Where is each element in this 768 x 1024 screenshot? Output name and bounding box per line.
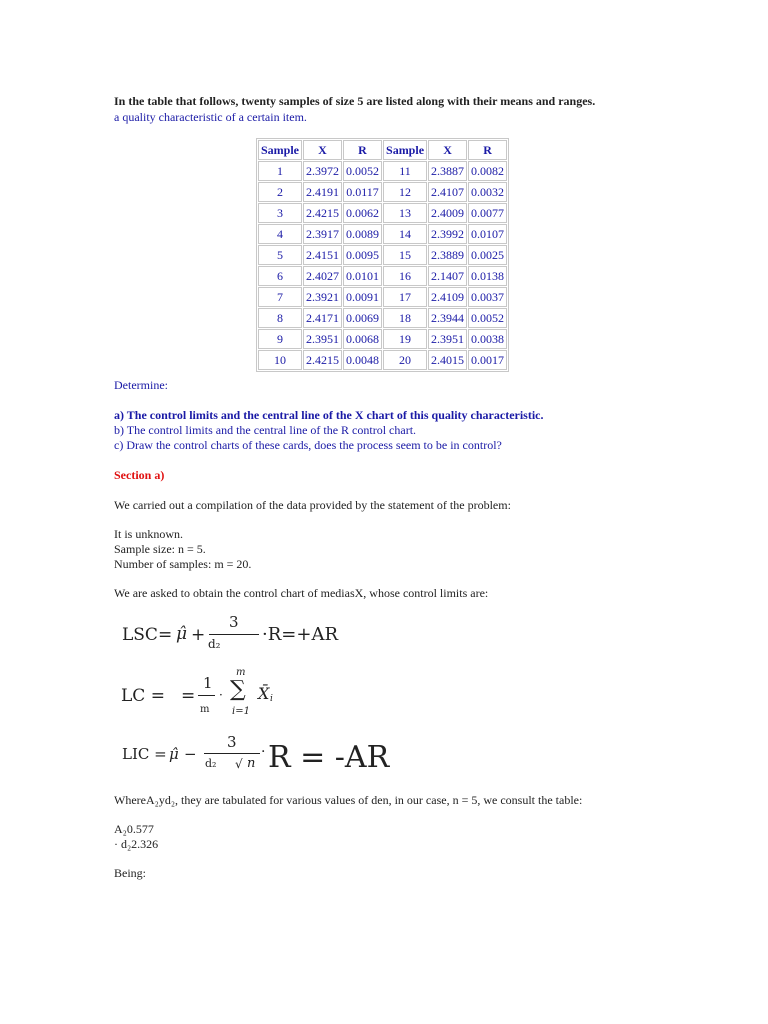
intro-heading: In the table that follows, twenty samples of size 5 are listed along with their means and ranges.	[114, 94, 596, 108]
n-variable: n	[247, 756, 256, 771]
cell-x: 2.4215	[303, 203, 342, 223]
col-header-r: R	[343, 140, 382, 160]
being-text: Being:	[114, 866, 146, 880]
table-row	[258, 245, 507, 265]
cell-sample: 17	[383, 287, 427, 307]
cell-sample: 11	[383, 161, 427, 181]
cell-r: 0.0101	[343, 266, 382, 286]
cell-x: 2.4151	[303, 245, 342, 265]
col-header-x: X	[303, 140, 342, 160]
cell-x: 2.3944	[428, 308, 467, 328]
col-header-sample: Sample	[383, 140, 427, 160]
cell-x: 2.3917	[303, 224, 342, 244]
cell-x: 2.4171	[303, 308, 342, 328]
cell-x: 2.3921	[303, 287, 342, 307]
fraction-numerator: 3	[227, 733, 237, 751]
lc-label: LC =	[121, 686, 165, 706]
asked-text: We are asked to obtain the control chart of mediasX, whose control limits are:	[114, 586, 489, 600]
fraction-bar	[204, 753, 260, 754]
lsc-label: LSC=	[122, 625, 173, 645]
fraction-denominator: d₂	[205, 757, 217, 770]
lic-label: LIC =	[122, 745, 167, 763]
cell-r: 0.0025	[468, 245, 507, 265]
cell-r: 0.0077	[468, 203, 507, 223]
question-b: b) The control limits and the central line of the R control chart.	[114, 423, 417, 437]
cell-sample: 19	[383, 329, 427, 349]
cell-r: 0.0017	[468, 350, 507, 370]
fraction-numerator: 3	[229, 613, 239, 631]
cell-x: 2.4015	[428, 350, 467, 370]
cell-x: 2.4109	[428, 287, 467, 307]
table-row	[258, 161, 507, 181]
question-c: c) Draw the control charts of these cards, does the process seem to be in control?	[114, 438, 502, 452]
cell-r: 0.0052	[468, 308, 507, 328]
table-row	[258, 203, 507, 223]
cell-sample: 1	[258, 161, 302, 181]
cell-r: 0.0048	[343, 350, 382, 370]
cell-x: 2.3951	[303, 329, 342, 349]
fraction-denominator: d₂	[208, 637, 221, 651]
cell-x: 2.3889	[428, 245, 467, 265]
cell-r: 0.0062	[343, 203, 382, 223]
cell-r: 0.0052	[343, 161, 382, 181]
col-header-r: R	[468, 140, 507, 160]
fraction-denominator: m	[200, 704, 210, 715]
fraction-bar	[209, 634, 259, 635]
cell-sample: 12	[383, 182, 427, 202]
cell-sample: 3	[258, 203, 302, 223]
lsc-rhs: ·R=+AR	[262, 624, 338, 645]
unknown-text: It is unknown.	[114, 527, 183, 541]
mu-hat-symbol: μ̂	[176, 624, 188, 644]
sum-lower-limit: i=1	[232, 706, 250, 717]
cell-x: 2.3992	[428, 224, 467, 244]
question-a: a) The control limits and the central line of the X chart of this quality characteristic.	[114, 408, 544, 422]
plus-sign: +	[191, 625, 206, 645]
cell-x: 2.4027	[303, 266, 342, 286]
num-samples-text: Number of samples: m = 20.	[114, 557, 252, 571]
table-row	[258, 224, 507, 244]
cell-r: 0.0082	[468, 161, 507, 181]
table-header-row	[258, 140, 507, 160]
cell-sample: 14	[383, 224, 427, 244]
cell-r: 0.0069	[343, 308, 382, 328]
dot-operator: ·	[219, 688, 223, 702]
cell-sample: 16	[383, 266, 427, 286]
cell-sample: 5	[258, 245, 302, 265]
cell-sample: 6	[258, 266, 302, 286]
compilation-text: We carried out a compilation of the data provided by the statement of the problem:	[114, 498, 511, 512]
cell-r: 0.0068	[343, 329, 382, 349]
cell-x: 2.4215	[303, 350, 342, 370]
cell-sample: 2	[258, 182, 302, 202]
table-row	[258, 182, 507, 202]
cell-x: 2.3887	[428, 161, 467, 181]
cell-sample: 10	[258, 350, 302, 370]
samples-table	[256, 138, 509, 372]
table-row	[258, 329, 507, 349]
cell-x: 2.4009	[428, 203, 467, 223]
table-row	[258, 266, 507, 286]
cell-sample: 7	[258, 287, 302, 307]
cell-sample: 8	[258, 308, 302, 328]
table-row	[258, 308, 507, 328]
cell-r: 0.0138	[468, 266, 507, 286]
sum-upper-limit: m	[236, 667, 246, 678]
table-row	[258, 350, 507, 370]
cell-r: 0.0038	[468, 329, 507, 349]
d2-value: · d₂2.326	[114, 837, 159, 851]
cell-r: 0.0032	[468, 182, 507, 202]
fraction-bar	[198, 695, 215, 696]
table-row	[258, 287, 507, 307]
cell-r: 0.0089	[343, 224, 382, 244]
mu-hat-symbol: μ̂	[169, 745, 179, 763]
section-a-heading: Section a)	[114, 468, 165, 482]
equals-sign: =	[181, 686, 196, 706]
cell-sample: 18	[383, 308, 427, 328]
sqrt-symbol: √	[235, 757, 243, 771]
col-header-sample: Sample	[258, 140, 302, 160]
a2-value: A₂0.577	[114, 822, 154, 836]
cell-sample: 9	[258, 329, 302, 349]
col-header-x: X	[428, 140, 467, 160]
dot-operator: ·	[261, 744, 266, 760]
cell-r: 0.0095	[343, 245, 382, 265]
cell-sample: 13	[383, 203, 427, 223]
cell-r: 0.0091	[343, 287, 382, 307]
where-text: WhereA₂yd₂, they are tabulated for various values of den, in our case, n = 5, we consult the table:	[114, 793, 583, 807]
cell-x: 2.4191	[303, 182, 342, 202]
x-bar-symbol: X̄	[258, 684, 270, 703]
determine-label: Determine:	[114, 378, 168, 392]
cell-x: 2.3951	[428, 329, 467, 349]
cell-x: 2.1407	[428, 266, 467, 286]
cell-sample: 15	[383, 245, 427, 265]
sigma-symbol: ∑	[230, 677, 246, 702]
cell-r: 0.0037	[468, 287, 507, 307]
cell-x: 2.4107	[428, 182, 467, 202]
cell-x: 2.3972	[303, 161, 342, 181]
sample-size-text: Sample size: n = 5.	[114, 542, 206, 556]
cell-r: 0.0117	[343, 182, 382, 202]
intro-subline: a quality characteristic of a certain item.	[114, 110, 307, 124]
cell-sample: 4	[258, 224, 302, 244]
subscript-i: i	[270, 694, 273, 704]
cell-r: 0.0107	[468, 224, 507, 244]
minus-sign: −	[184, 745, 197, 763]
cell-sample: 20	[383, 350, 427, 370]
fraction-numerator: 1	[203, 674, 213, 692]
lic-rhs: R = -AR	[268, 740, 390, 775]
